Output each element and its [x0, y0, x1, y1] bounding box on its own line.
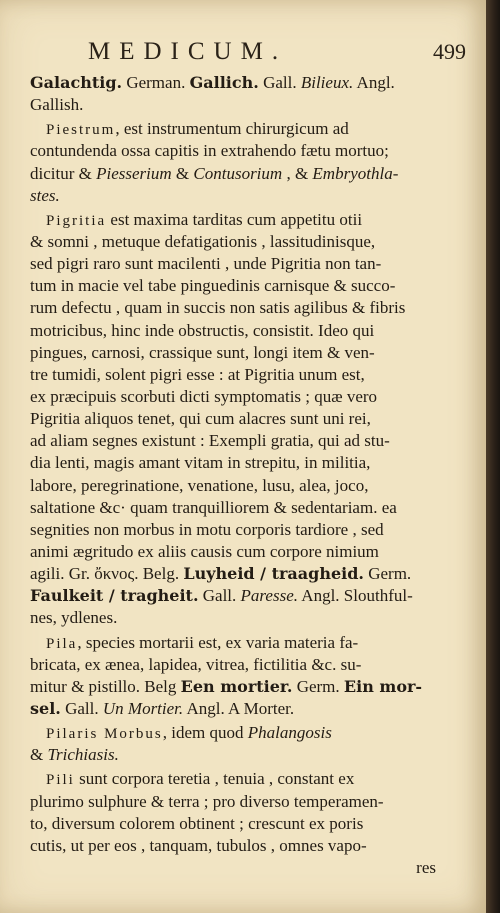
running-title: MEDICUM. [88, 38, 288, 65]
text-run: Gallish. [30, 95, 84, 115]
text-line [30, 654, 440, 676]
text-line [30, 676, 440, 698]
text-run: rum defectu , quam in succis non satis agilibus & fibris [30, 298, 406, 318]
text-line [30, 475, 440, 497]
body-text [30, 72, 440, 879]
text-run: ad aliam segnes existunt : Exempli gratia, qui ad stu- [30, 431, 390, 451]
text-line [30, 744, 440, 766]
blackletter-term: Faulkeit / tragheit. [30, 586, 199, 606]
text-run: plurimo sulphure & terra ; pro diverso temperamen- [30, 791, 384, 811]
text-line [30, 791, 440, 813]
text-run: agili. Gr. [30, 564, 95, 584]
text-line [30, 185, 440, 207]
text-run: , species mortarii est, ex varia materia fa- [77, 632, 359, 652]
text-line [30, 430, 440, 452]
text-line [30, 632, 440, 654]
italic-term: Trichiasis. [47, 745, 119, 765]
text-run: res [416, 857, 436, 877]
text-line [30, 118, 440, 140]
italic-term: Piesserium [96, 163, 172, 183]
text-line [30, 163, 440, 185]
blackletter-term: Een mortier. [180, 676, 293, 696]
text-run: German. [122, 73, 190, 92]
running-head [88, 34, 468, 70]
text-line [30, 94, 440, 116]
text-run: bricata, ex ænea, lapidea, vitrea, fictilitia &c. su- [30, 654, 362, 674]
blackletter-term: Gallich. [189, 73, 259, 92]
text-run: , idem quod [162, 723, 248, 743]
entry-headword: Pili [46, 772, 75, 789]
text-run: labore, peregrinatione, venatione, lusu, alea, joco, [30, 475, 369, 495]
text-run: , & [282, 163, 313, 183]
text-run: nes, ydlenes. [30, 608, 118, 628]
text-run: ex præcipuis scorbuti dicti symptomatis ; quæ vero [30, 386, 378, 406]
text-line [30, 813, 440, 835]
text-line [30, 452, 440, 474]
text-line [30, 497, 440, 519]
text-run: & somni , metuque defatigationis , lassitudinisque, [30, 231, 376, 251]
text-line [30, 857, 440, 879]
text-run: motricibus, hinc inde obstructis, consistit. Ideo qui [30, 320, 375, 340]
text-line [30, 72, 440, 94]
blackletter-term: Ein mor- [343, 676, 423, 696]
page-edge [486, 0, 500, 913]
text-line [30, 541, 440, 563]
text-run: Angl. Slouthful- [298, 586, 413, 606]
text-run: dia lenti, magis amant vitam in strepitu, in militia, [30, 453, 371, 473]
text-line [30, 342, 440, 364]
text-run: Gall. [198, 586, 241, 606]
text-run: ὄκνος. [94, 564, 139, 584]
entry-headword: Pigritia [46, 212, 107, 229]
text-run: saltatione &c· quam tranquilliorem & sedentariam. ea [30, 497, 397, 517]
text-line [30, 698, 440, 720]
italic-term: Embryothla- [312, 163, 399, 183]
text-line [30, 320, 440, 342]
text-line [30, 722, 440, 744]
text-line [30, 768, 440, 790]
entry-headword: Pilaris Morbus [46, 726, 163, 743]
italic-term: Phalangosis [247, 723, 332, 743]
text-run: Germ. [292, 676, 344, 696]
text-run: Angl. [353, 73, 395, 92]
text-line [30, 364, 440, 386]
entry-headword: Pila [46, 635, 78, 652]
text-run: Gall. [60, 698, 103, 718]
text-line [30, 585, 440, 607]
text-line [30, 408, 440, 430]
text-run: mitur & pistillo. Belg [30, 676, 181, 696]
blackletter-term: sel. [30, 698, 61, 718]
text-line [30, 140, 440, 162]
text-run: Pigritia aliquos tenet, qui cum alacres sunt uni rei, [30, 409, 371, 429]
italic-term: Contusorium [193, 163, 283, 183]
italic-term: stes. [30, 185, 60, 205]
page-number: 499 [433, 39, 466, 64]
text-run: tum in macie vel tabe pinguedinis carnisque & succo- [30, 276, 396, 296]
text-run: Belg. [138, 564, 184, 584]
text-run: , est instrumentum chirurgicum ad [115, 119, 349, 139]
text-line [30, 563, 440, 585]
text-run: to, diversum colorem obtinent ; crescunt ex poris [30, 813, 364, 833]
text-line [30, 607, 440, 629]
text-run: & [30, 745, 48, 765]
text-run: tre tumidi, solent pigri esse : at Pigritia unum est, [30, 364, 365, 384]
text-line [30, 275, 440, 297]
text-line [30, 835, 440, 857]
text-run: Gall. [258, 73, 301, 92]
text-run: Angl. A Morter. [183, 698, 295, 718]
text-line [30, 209, 440, 231]
text-line [30, 386, 440, 408]
text-line [30, 231, 440, 253]
italic-term: Paresse. [240, 586, 298, 606]
text-run: Germ. [363, 564, 412, 584]
text-line [30, 253, 440, 275]
text-run: sunt corpora teretia , tenuia , constant ex [74, 769, 355, 789]
italic-term: Un Mortier. [102, 698, 184, 718]
italic-term: Bilieux. [300, 73, 354, 92]
text-run: est maxima tarditas cum appetitu otii [106, 209, 363, 229]
text-run: cutis, ut per eos , tanquam, tubulos , omnes vapo- [30, 835, 367, 855]
blackletter-term: Luyheid / traagheid. [183, 564, 364, 584]
text-run: sed pigri raro sunt macilenti , unde Pigritia non tan- [30, 254, 382, 274]
text-run: dicitur & [30, 163, 97, 183]
text-run: pingues, carnosi, crassique sunt, longi item & ven- [30, 342, 375, 362]
text-run: contundenda ossa capitis in extrahendo fætu mortuo; [30, 141, 389, 161]
text-run: segnities non morbus in motu corporis tardiore , sed [30, 519, 384, 539]
text-run: animi ægritudo ex aliis causis cum corpore nimium [30, 541, 379, 561]
text-line [30, 519, 440, 541]
text-run: & [171, 163, 194, 183]
entry-headword: Piestrum [46, 122, 116, 139]
text-line [30, 297, 440, 319]
blackletter-term: Galachtig. [30, 73, 123, 92]
